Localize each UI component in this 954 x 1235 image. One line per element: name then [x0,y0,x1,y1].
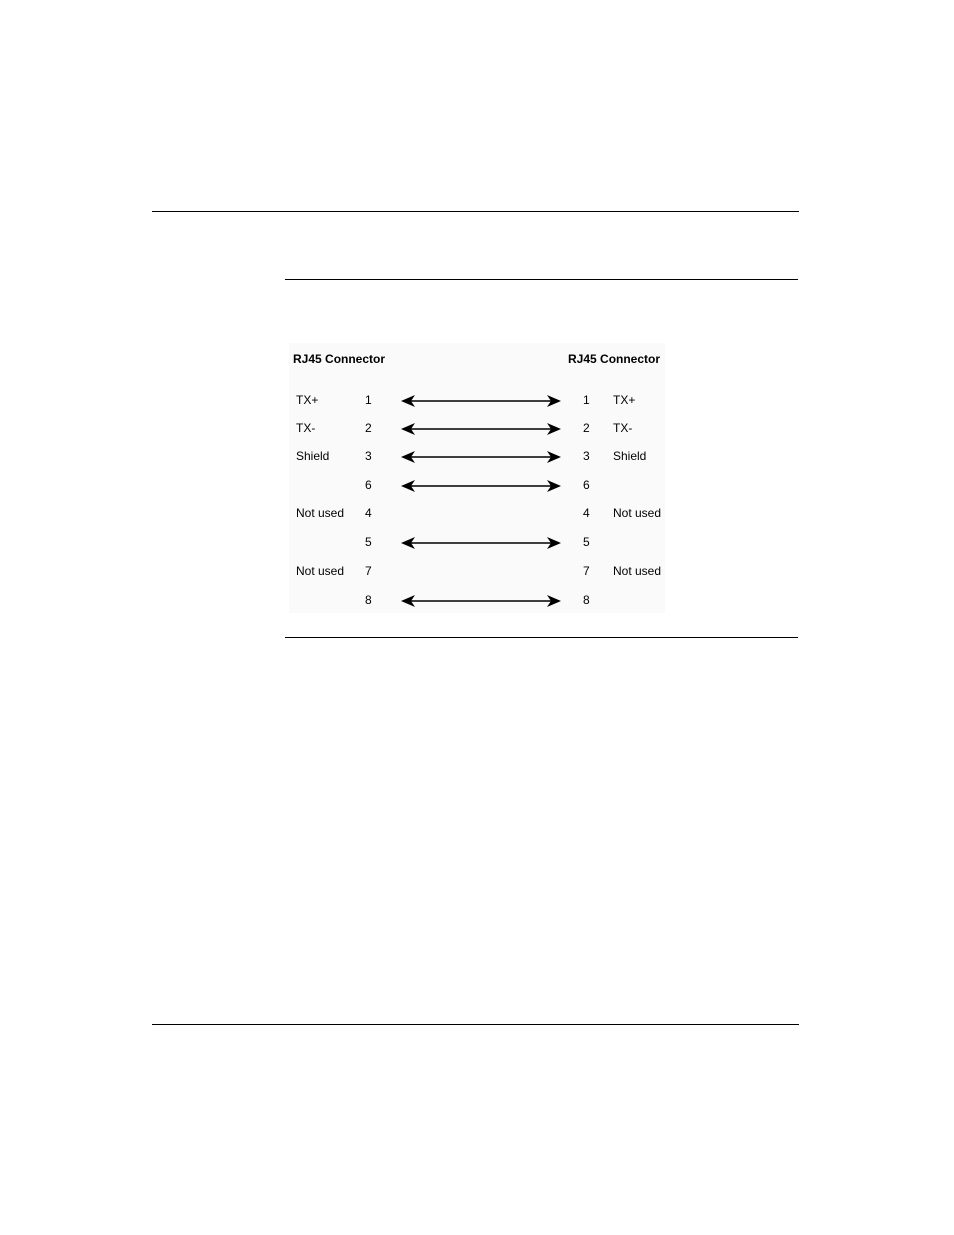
left-signal-label: TX+ [296,393,319,407]
left-pin-number: 6 [365,478,372,492]
right-connector-header: RJ45 Connector [568,352,661,366]
right-signal-label: Not used [613,564,662,578]
page-footer-rule [152,1024,799,1025]
right-pin-number: 5 [583,535,590,549]
pin-row [0,505,954,521]
right-signal-label: TX- [613,421,633,435]
left-connector-header: RJ45 Connector [293,352,386,366]
right-pin-number: 3 [583,449,590,463]
figure-bottom-rule [285,637,798,638]
right-signal-label: Shield [613,449,647,463]
pin-row [0,534,954,550]
pin-row [0,592,954,608]
right-pin-number: 7 [583,564,590,578]
pin-row [0,392,954,408]
pin-row [0,563,954,579]
left-pin-number: 2 [365,421,372,435]
right-pin-number: 1 [583,393,590,407]
left-pin-number: 7 [365,564,372,578]
right-signal-label: Not used [613,506,662,520]
left-pin-number: 4 [365,506,372,520]
right-pin-number: 8 [583,593,590,607]
right-signal-label: TX+ [613,393,636,407]
left-signal-label: Shield [296,449,330,463]
left-pin-number: 1 [365,393,372,407]
left-signal-label: Not used [296,506,345,520]
bidirectional-arrow-icon [400,448,562,464]
bidirectional-arrow-icon [400,592,562,608]
right-pin-number: 6 [583,478,590,492]
pin-row [0,448,954,464]
pin-row [0,420,954,436]
bidirectional-arrow-icon [400,534,562,550]
pin-row [0,477,954,493]
right-pin-number: 2 [583,421,590,435]
page-header-rule [152,211,799,212]
bidirectional-arrow-icon [400,392,562,408]
bidirectional-arrow-icon [400,420,562,436]
figure-top-rule [285,279,798,280]
left-signal-label: Not used [296,564,345,578]
left-signal-label: TX- [296,421,316,435]
left-pin-number: 3 [365,449,372,463]
left-pin-number: 5 [365,535,372,549]
left-pin-number: 8 [365,593,372,607]
right-pin-number: 4 [583,506,590,520]
bidirectional-arrow-icon [400,477,562,493]
